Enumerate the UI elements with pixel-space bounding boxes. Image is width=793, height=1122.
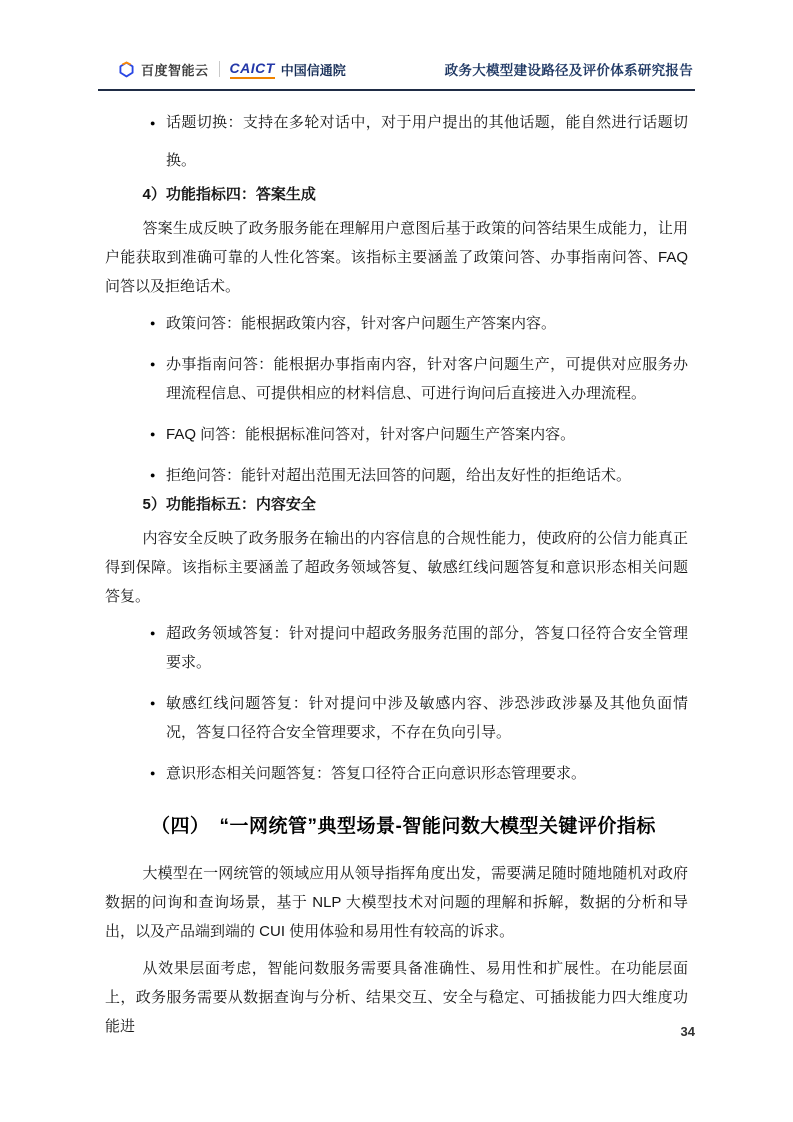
bullet-marker-icon: ● [150,318,156,328]
baidu-cloud-logo-icon [118,61,135,78]
bullet-text: 意识形态相关问题答复：答复口径符合正向意识形态管理要求。 [166,765,587,782]
paragraph-content-safety: 内容安全反映了政务服务在输出的内容信息的合规性能力，使政府的公信力能真正得到保障。该指标主要涵盖了超政务领域答复、敏感红线问题答复和意识形态相关问题答复。 [105,530,688,605]
header-logos [118,60,346,79]
bullet-item-sensitive-redline [105,689,688,747]
caict-logo-cn-text: 中国信通院 [280,62,346,78]
bullet-item-refusal-qa [105,461,688,490]
bullet-text: 超政务领域答复：针对提问中超政务服务范围的部分，答复口径符合安全管理要求。 [166,625,688,671]
bullet-text: 敏感红线问题答复：针对提问中涉及敏感内容、涉恐涉政涉暴及其他负面情况，答复口径符合安全管理要求，不存在负向引导。 [166,695,688,741]
bullet-marker-icon: ● [150,470,156,480]
bullet-marker-icon: ● [150,359,156,369]
caict-logo-text: CAICT [230,60,275,79]
bullet-text: FAQ 问答：能根据标准问答对，针对客户问题生产答案内容。 [166,426,576,443]
bullet-list-answer-generation [105,309,688,490]
bullet-marker-icon: ● [150,768,156,778]
bullet-list-intro [105,104,688,180]
bullet-text: 话题切换：支持在多轮对话中，对于用户提出的其他话题，能自然进行话题切换。 [166,114,688,169]
page-content [105,102,688,1049]
bullet-marker-icon: ● [150,628,156,638]
page-header [0,0,793,91]
bullet-text: 拒绝问答：能针对超出范围无法回答的问题，给出友好性的拒绝话术。 [166,467,632,484]
baidu-logo-text: 百度智能云 [141,62,209,78]
document-header-title: 政务大模型建设路径及评价体系研究报告 [444,63,693,78]
paragraph-effect-dimensions: 从效果层面考虑，智能问数服务需要具备准确性、易用性和扩展性。在功能层面上，政务服务需要从数据查询与分析、结果交互、安全与稳定、可插拔能力四大维度功能进 [105,960,688,1035]
bullet-item-guide-qa [105,350,688,408]
paragraph-answer-generation: 答案生成反映了政务服务能在理解用户意图后基于政策的问答结果生成能力，让用户能获取到准确可靠的人性化答案。该指标主要涵盖了政策问答、办事指南问答、FAQ问答以及拒绝话术。 [105,220,688,295]
bullet-text: 政策问答：能根据政策内容，针对客户问题生产答案内容。 [166,315,557,332]
section-heading-four: （四） “一网统管”典型场景-智能问数大模型关键评价指标 [151,816,656,837]
header-row [118,57,693,81]
bullet-list-content-safety [105,619,688,788]
bullet-marker-icon: ● [150,118,156,128]
bullet-item-faq-qa [105,420,688,449]
bullet-marker-icon: ● [150,429,156,439]
subheading-indicator-5: 5）功能指标五：内容安全 [142,496,316,513]
paragraph-scene-overview: 大模型在一网统管的领域应用从领导指挥角度出发，需要满足随时随地随机对政府数据的问询和查询场景，基于 NLP 大模型技术对问题的理解和拆解，数据的分析和导出，以及产品端到端的 CUI 使用体验和易用性有较高的诉求。 [105,865,688,940]
bullet-item-beyond-domain [105,619,688,677]
logo-divider [219,61,220,77]
bullet-text: 办事指南问答：能根据办事指南内容，针对客户问题生产，可提供对应服务办理流程信息、可提供相应的材料信息、可进行询问后直接进入办理流程。 [166,356,688,402]
bullet-item-ideology [105,759,688,788]
bullet-item-policy-qa [105,309,688,338]
subheading-indicator-4: 4）功能指标四：答案生成 [142,186,316,203]
bullet-marker-icon: ● [150,698,156,708]
page-number: 34 [680,1024,695,1039]
bullet-item-topic-switch [105,104,688,180]
header-rule [98,89,695,91]
